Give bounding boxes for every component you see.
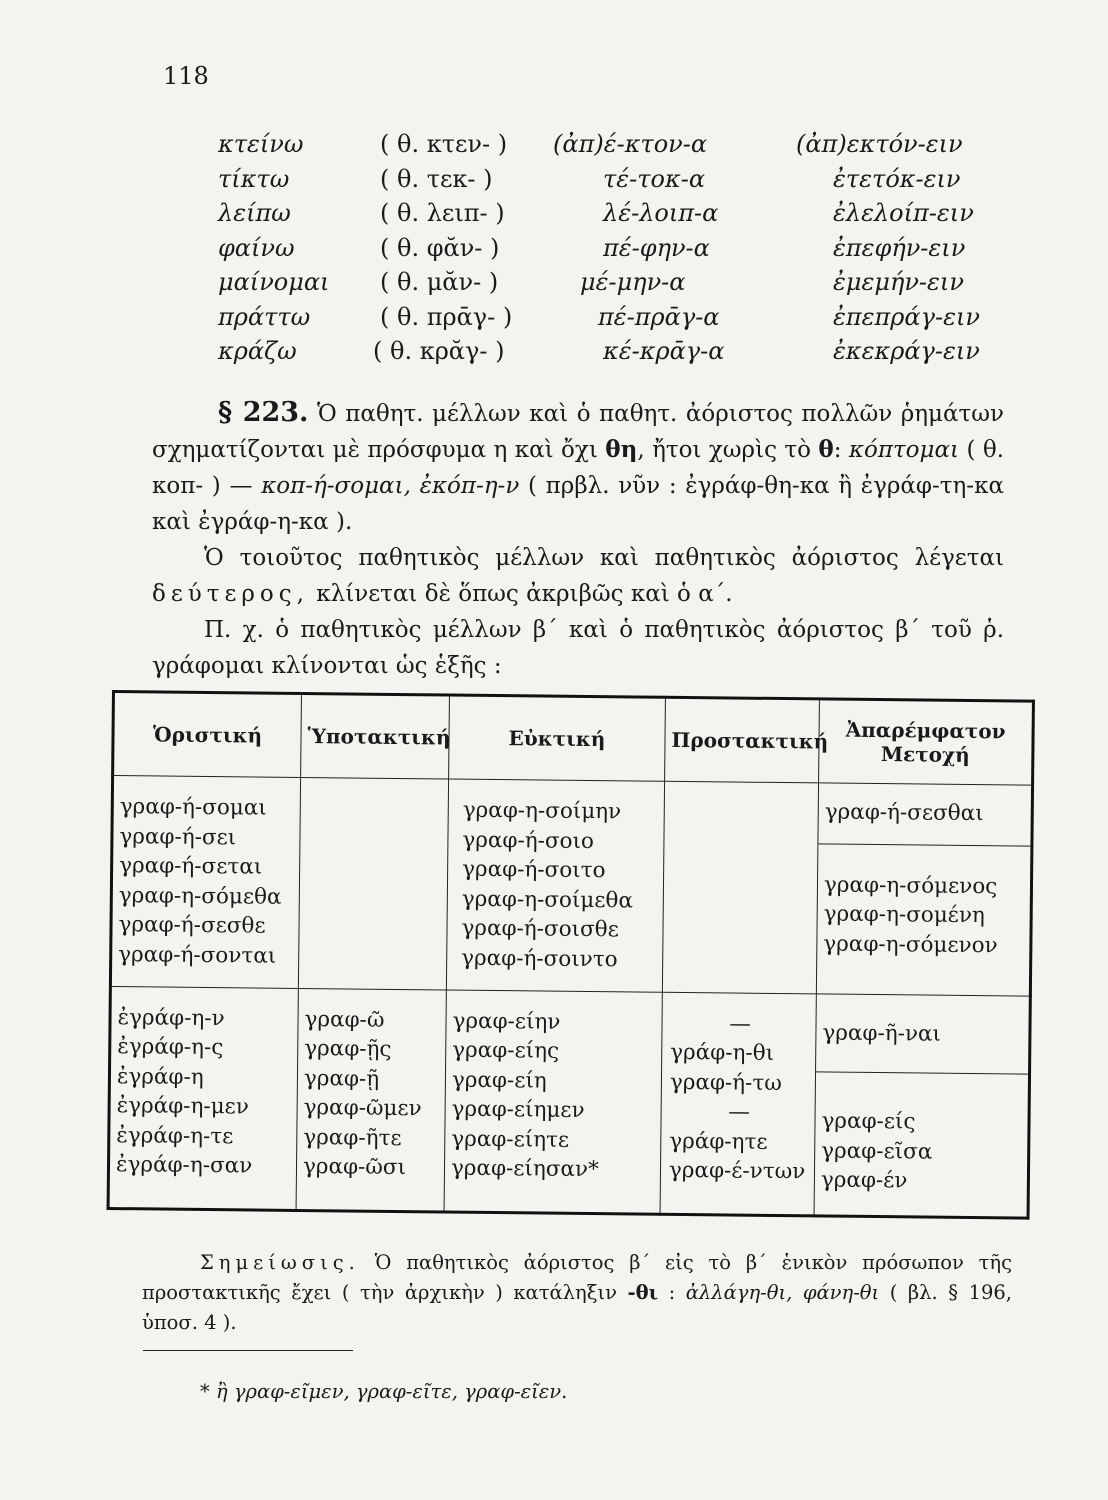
text-run: Ὁ παθητικὸς ἀόριστος β΄ εἰς τὸ β΄ ἑνικὸν πρόσωπον τῆς προστακτικῆς ἔχει ( τὴν ἀρχικὴν ) κατάληξιν [142, 1251, 1012, 1304]
suffix-label: θ [818, 436, 834, 463]
form: γραφ-είην [452, 1008, 561, 1035]
future-optative-cell [446, 779, 664, 992]
form: γραφ-ή-σομαι [119, 794, 267, 821]
form: γραφ-ή-σει [119, 823, 237, 850]
table-header-row [113, 692, 1034, 786]
verb-lemma: κράζω [218, 337, 297, 365]
form: γραφ-ῇς [304, 1036, 392, 1063]
form: γράφ-η-θι [670, 1040, 775, 1067]
principal-parts-list [218, 130, 1018, 372]
future-indicative-cell [110, 776, 300, 989]
form: γραφ-ῶ [304, 1006, 385, 1033]
empty-dash: — [729, 1011, 751, 1037]
form: γραφ-εῖσα [821, 1138, 933, 1165]
section-number: § 223. [218, 397, 309, 428]
verb-lemma: μαίνομαι [218, 268, 330, 296]
example-word: κόπτομαι [848, 437, 960, 463]
verb-row [218, 130, 1018, 165]
verb-lemma: κτείνω [218, 130, 304, 158]
verb-pluperfect: ἐπεπράγ-ειν [833, 302, 980, 331]
text-run: : [833, 437, 849, 463]
verb-stem: ( θ. τεκ- ) [380, 164, 493, 193]
aorist-optative-cell [444, 990, 662, 1215]
verb-stem: ( θ. φᾰν- ) [380, 233, 500, 262]
verb-stem: ( θ. κρᾰγ- ) [373, 337, 505, 365]
verb-row [218, 199, 1018, 234]
form: γραφ-ή-τω [669, 1069, 782, 1096]
verb-lemma: λείπω [218, 199, 291, 227]
aorist-indicative-cell [108, 986, 298, 1210]
header-participle: Μετοχή [880, 742, 970, 767]
text-run: , ἤτοι χωρὶς τὸ [637, 437, 819, 463]
verb-row [218, 268, 1018, 303]
verb-lemma: πράττω [218, 302, 311, 331]
header-infinitive-participle [819, 699, 1034, 785]
form: γραφ-ή-σοιντο [461, 945, 618, 972]
text-run: κλίνεται δὲ ὅπως ἀκριβῶς καὶ ὁ α΄. [308, 581, 733, 607]
form: γραφ-έ-ντων [668, 1158, 806, 1185]
form: ἐγράφ-η-ν [117, 1004, 225, 1031]
form: γραφ-η-σόμεθα [118, 882, 282, 910]
verb-stem: ( θ. πρᾱγ- ) [380, 302, 513, 331]
verb-perfect: τέ-τοκ-α [603, 164, 706, 193]
spaced-term: δεύτερος, [152, 581, 309, 607]
verb-row [218, 303, 1018, 338]
verb-perfect: μέ-μην-α [580, 268, 686, 296]
aorist-infinitive: γραφ-ῆ-ναι [816, 994, 1029, 1075]
future-subjunctive-cell [298, 777, 448, 989]
section-text [152, 395, 1004, 684]
form: γραφ-ή-σονται [118, 941, 277, 969]
verb-perfect: (ἀπ)έ-κτον-α [553, 130, 708, 158]
suffix-label: -θι [627, 1281, 659, 1304]
form: γραφ-ή-σεται [119, 853, 263, 880]
verb-pluperfect: ἐτετόκ-ειν [833, 164, 961, 193]
note [142, 1248, 1012, 1338]
form: γραφ-είης [452, 1037, 560, 1064]
form: γραφ-ῆτε [303, 1124, 402, 1151]
form: γραφ-ῶσι [302, 1154, 407, 1181]
header-imperative: Προστακτική [665, 697, 820, 783]
form: γραφ-η-σόμενος [823, 871, 998, 899]
form: γραφ-η-σοίμην [462, 797, 622, 825]
header-indicative: Ὁριστική [113, 692, 302, 778]
aorist-subjunctive-cell [296, 988, 446, 1212]
form: γραφ-η-σοίμεθα [461, 886, 634, 913]
table-row-aorist [108, 986, 1030, 1218]
verb-lemma: φαίνω [218, 233, 295, 262]
form: ἐγράφ-η-τε [116, 1122, 234, 1149]
future-imperative-cell [662, 781, 818, 993]
aorist-infinitive-participle-cell [814, 994, 1030, 1219]
form: γραφ-ή-σοιο [462, 827, 595, 854]
verb-pluperfect: ἐκεκράγ-ειν [833, 337, 980, 365]
footnote: * ἢ γραφ-εῖμεν, γραφ-εῖτε, γραφ-εῖεν. [200, 1380, 568, 1403]
form: γραφ-είητε [451, 1126, 570, 1153]
verb-perfect: λέ-λοιπ-α [603, 199, 719, 227]
form: γραφ-η-σομένη [823, 901, 985, 929]
verb-pluperfect: ἐλελοίπ-ειν [833, 199, 974, 227]
text-run: : [658, 1281, 686, 1304]
future-infinitive: γραφ-ή-σεσθαι [818, 783, 1031, 846]
form: ἐγράφ-η-ς [117, 1034, 224, 1061]
verb-row [218, 337, 1018, 372]
verb-pluperfect: ἐπεφήν-ειν [833, 233, 966, 262]
empty-dash: — [728, 1099, 750, 1125]
header-optative: Εὐκτική [449, 695, 666, 781]
section-paragraph [152, 395, 1004, 540]
note-label: Σημείωσις. [200, 1251, 360, 1274]
verb-stem: ( θ. μᾰν- ) [380, 268, 499, 296]
section-paragraph: Π. χ. ὁ παθητικὸς μέλλων β΄ καὶ ὁ παθητικὸς ἀόριστος β΄ τοῦ ῥ. γράφομαι κλίνονται ὡς ἑξῆς : [152, 617, 1004, 679]
verb-pluperfect: (ἀπ)εκτόν-ειν [796, 130, 963, 158]
form: γραφ-έν [820, 1167, 908, 1194]
form: γραφ-ῶμεν [303, 1095, 422, 1122]
text-run: ( θ. κοπ- ) — [152, 437, 1004, 499]
header-infinitive: Ἀπαρέμφατον [845, 717, 1006, 744]
form: ἐγράφ-η-σαν [115, 1152, 253, 1179]
form: γράφ-ητε [669, 1128, 768, 1155]
form: γραφ-ή-σοισθε [461, 915, 619, 943]
text-run: Ὁ τοιοῦτος παθητικὸς μέλλων καὶ παθητικὸς ἀόριστος λέγεται [204, 545, 1004, 571]
form: ἐγράφ-η [116, 1063, 204, 1090]
section-paragraph [152, 540, 1004, 612]
example-word: ἀλλάγη-θι, φάνη-θι [685, 1281, 880, 1304]
verb-perfect: κέ-κρᾱγ-α [603, 337, 725, 365]
future-infinitive-participle-cell [816, 783, 1032, 996]
verb-perfect: πέ-πρᾱγ-α [598, 302, 720, 331]
form: γραφ-είησαν* [450, 1155, 599, 1183]
verb-stem: ( θ. κτεν- ) [380, 130, 508, 158]
form: γραφ-ή-σοιτο [462, 856, 606, 884]
form: γραφ-είημεν [451, 1096, 585, 1124]
text-run: Ὁ παθητ. μέλλων καὶ ὁ παθητ. ἀόριστος πολλῶν ῥημάτων σχηματίζονται μὲ πρόσφυμα η καὶ ὄχι [152, 401, 1004, 463]
table-row-future [110, 776, 1032, 996]
verb-lemma: τίκτω [218, 164, 290, 193]
verb-pluperfect: ἐμεμήν-ειν [833, 268, 964, 296]
text-run: ( πρβλ. νῦν : ἐγράφ-θη-κα ἢ ἐγράφ-τη-κα καὶ ἐγράφ-η-κα ). [152, 473, 1004, 535]
verb-row [218, 234, 1018, 269]
form: γραφ-είη [451, 1067, 547, 1094]
form: γραφ-είς [821, 1108, 916, 1135]
verb-stem: ( θ. λειπ- ) [380, 199, 505, 227]
verb-perfect: πέ-φην-α [603, 233, 710, 262]
conjugation-table [107, 690, 1035, 1220]
form: γραφ-ή-σεσθε [118, 912, 266, 939]
header-subjunctive: Ὑποτακτική [301, 693, 450, 779]
verb-row [218, 165, 1018, 200]
form: γραφ-ῇ [303, 1065, 380, 1092]
example-word: κοπ-ή-σομαι, ἐκόπ-η-ν [261, 473, 520, 499]
text-run: ( βλ. § 196, ὑποσ. 4 ). [142, 1281, 1012, 1334]
footnote-divider [143, 1350, 353, 1351]
form: ἐγράφ-η-μεν [116, 1093, 249, 1120]
form: γραφ-η-σόμενον [823, 930, 998, 958]
note-paragraph [142, 1248, 1012, 1338]
suffix-label: θη [605, 436, 638, 463]
aorist-imperative-cell [660, 992, 816, 1216]
page-number: 118 [163, 62, 209, 90]
